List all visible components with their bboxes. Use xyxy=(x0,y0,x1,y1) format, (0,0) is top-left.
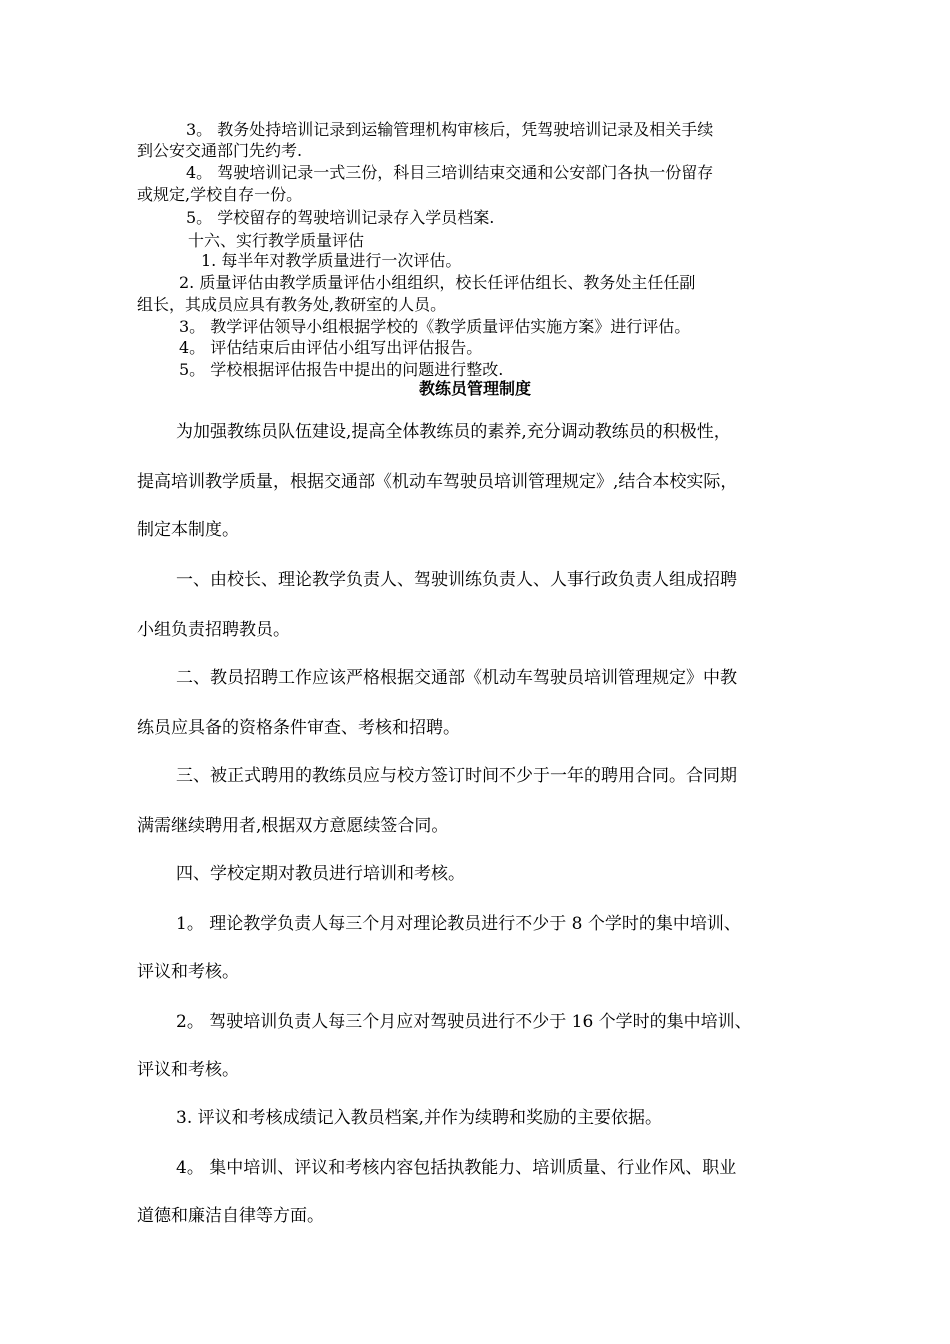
text-line: 5。 学校留存的驾驶培训记录存入学员档案. xyxy=(186,208,495,227)
body-line: 评议和考核。 xyxy=(137,1060,239,1080)
body-line: 满需继续聘用者,根据双方意愿续签合同。 xyxy=(137,816,449,836)
text-line: 或规定,学校自存一份。 xyxy=(137,185,303,204)
text-line: 2. 质量评估由教学质量评估小组组织，校长任评估组长、教务处主任任副 xyxy=(179,273,696,292)
body-line: 2。 驾驶培训负责人每三个月应对驾驶员进行不少于 16 个学时的集中培训、 xyxy=(176,1012,752,1032)
text-line: 3。 教务处持培训记录到运输管理机构审核后，凭驾驶培训记录及相关手续 xyxy=(186,120,714,139)
body-line: 小组负责招聘教员。 xyxy=(137,620,290,640)
page-title: 教练员管理制度 xyxy=(418,379,531,398)
text-line: 5。 学校根据评估报告中提出的问题进行整改. xyxy=(179,360,504,379)
text-line: 4。 评估结束后由评估小组写出评估报告。 xyxy=(179,338,483,357)
body-line: 二、教员招聘工作应该严格根据交通部《机动车驾驶员培训管理规定》中教 xyxy=(176,668,737,688)
body-line: 评议和考核。 xyxy=(137,962,239,982)
body-line: 练员应具备的资格条件审查、考核和招聘。 xyxy=(137,718,460,738)
text-line: 3。 教学评估领导小组根据学校的《教学质量评估实施方案》进行评估。 xyxy=(179,317,691,336)
body-line: 提高培训教学质量，根据交通部《机动车驾驶员培训管理规定》,结合本校实际， xyxy=(137,472,738,492)
body-line: 道德和廉洁自律等方面。 xyxy=(137,1206,324,1226)
text-line: 组长，其成员应具有教务处,教研室的人员。 xyxy=(137,295,447,314)
body-line: 为加强教练员队伍建设,提高全体教练员的素养,充分调动教练员的积极性， xyxy=(176,422,731,442)
text-line: 1. 每半年对教学质量进行一次评估。 xyxy=(201,251,462,270)
body-line: 1。 理论教学负责人每三个月对理论教员进行不少于 8 个学时的集中培训、 xyxy=(176,914,741,934)
body-line: 一、由校长、理论教学负责人、驾驶训练负责人、人事行政负责人组成招聘 xyxy=(176,570,737,590)
body-line: 4。 集中培训、评议和考核内容包括执教能力、培训质量、行业作风、职业 xyxy=(176,1158,737,1178)
text-line: 到公安交通部门先约考. xyxy=(137,141,303,160)
body-line: 三、被正式聘用的教练员应与校方签订时间不少于一年的聘用合同。合同期 xyxy=(176,766,737,786)
body-line: 四、学校定期对教员进行培训和考核。 xyxy=(176,864,465,884)
body-line: 3. 评议和考核成绩记入教员档案,并作为续聘和奖励的主要依据。 xyxy=(176,1108,663,1128)
body-line: 制定本制度。 xyxy=(137,520,239,540)
text-line: 4。 驾驶培训记录一式三份，科目三培训结束交通和公安部门各执一份留存 xyxy=(186,163,714,182)
section-heading: 十六、实行教学质量评估 xyxy=(188,231,365,250)
